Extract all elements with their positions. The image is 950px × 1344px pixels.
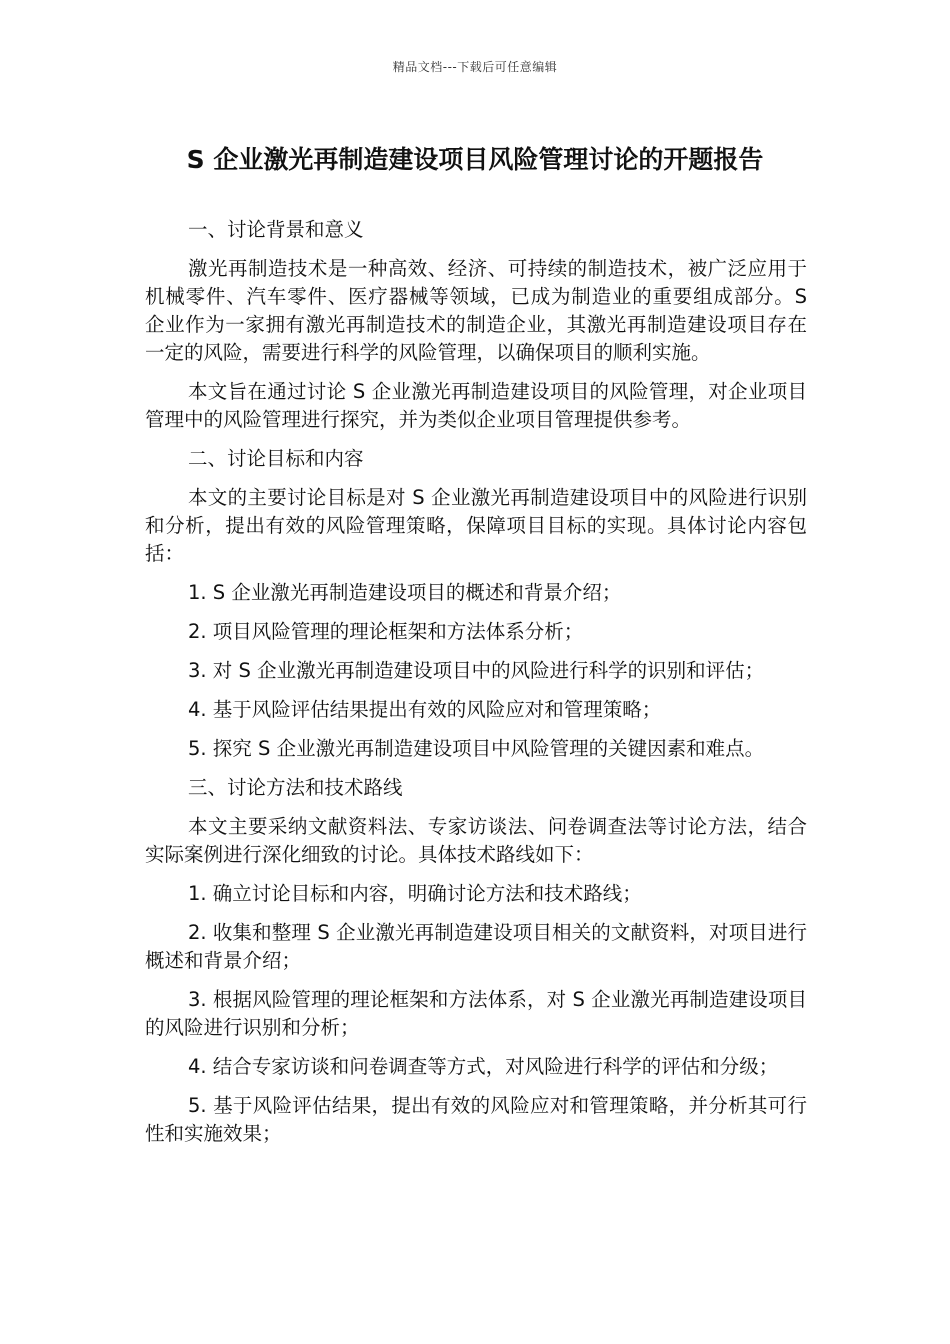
list-item: 1. S 企业激光再制造建设项目的概述和背景介绍；	[188, 581, 622, 604]
document-body	[145, 216, 807, 1159]
list-item: 3. 根据风险管理的理论框架和方法体系，对 S 企业激光再制造建设项目的风险进行识别和分析；	[145, 988, 807, 1039]
list-item: 4. 结合专家访谈和问卷调查等方式，对风险进行科学的评估和分级；	[188, 1055, 779, 1078]
list-item: 2. 收集和整理 S 企业激光再制造建设项目相关的文献资料，对项目进行概述和背景介绍；	[145, 921, 807, 972]
section-heading-objectives: 二、讨论目标和内容	[188, 447, 364, 470]
paragraph-purpose: 本文旨在通过讨论 S 企业激光再制造建设项目的风险管理，对企业项目管理中的风险管理进行探究，并为类似企业项目管理提供参考。	[145, 380, 807, 431]
list-item: 1. 确立讨论目标和内容，明确讨论方法和技术路线；	[188, 882, 642, 905]
paragraph-background: 激光再制造技术是一种高效、经济、可持续的制造技术，被广泛应用于机械零件、汽车零件、医疗器械等领域，已成为制造业的重要组成部分。S 企业作为一家拥有激光再制造技术的制造企业，其激光再制造建设项目存在一定的风险，需要进行科学的风险管理，以确保项目的顺利实施。	[145, 257, 807, 364]
paragraph-objectives: 本文的主要讨论目标是对 S 企业激光再制造建设项目中的风险进行识别和分析，提出有效的风险管理策略，保障项目目标的实现。具体讨论内容包括：	[145, 486, 807, 565]
header-note: 精品文档---下载后可任意编辑	[392, 60, 558, 74]
section-heading-background: 一、讨论背景和意义	[188, 218, 364, 241]
list-item: 4. 基于风险评估结果提出有效的风险应对和管理策略；	[188, 698, 662, 721]
section-heading-methods: 三、讨论方法和技术路线	[188, 776, 403, 799]
list-item: 5. 探究 S 企业激光再制造建设项目中风险管理的关键因素和难点。	[188, 737, 765, 760]
list-item: 2. 项目风险管理的理论框架和方法体系分析；	[188, 620, 584, 643]
list-item: 5. 基于风险评估结果，提出有效的风险应对和管理策略，并分析其可行性和实施效果；	[145, 1094, 807, 1145]
document-title: S 企业激光再制造建设项目风险管理讨论的开题报告	[186, 145, 764, 174]
paragraph-methods: 本文主要采纳文献资料法、专家访谈法、问卷调查法等讨论方法，结合实际案例进行深化细致的讨论。具体技术路线如下：	[145, 815, 807, 866]
list-item: 3. 对 S 企业激光再制造建设项目中的风险进行科学的识别和评估；	[188, 659, 765, 682]
